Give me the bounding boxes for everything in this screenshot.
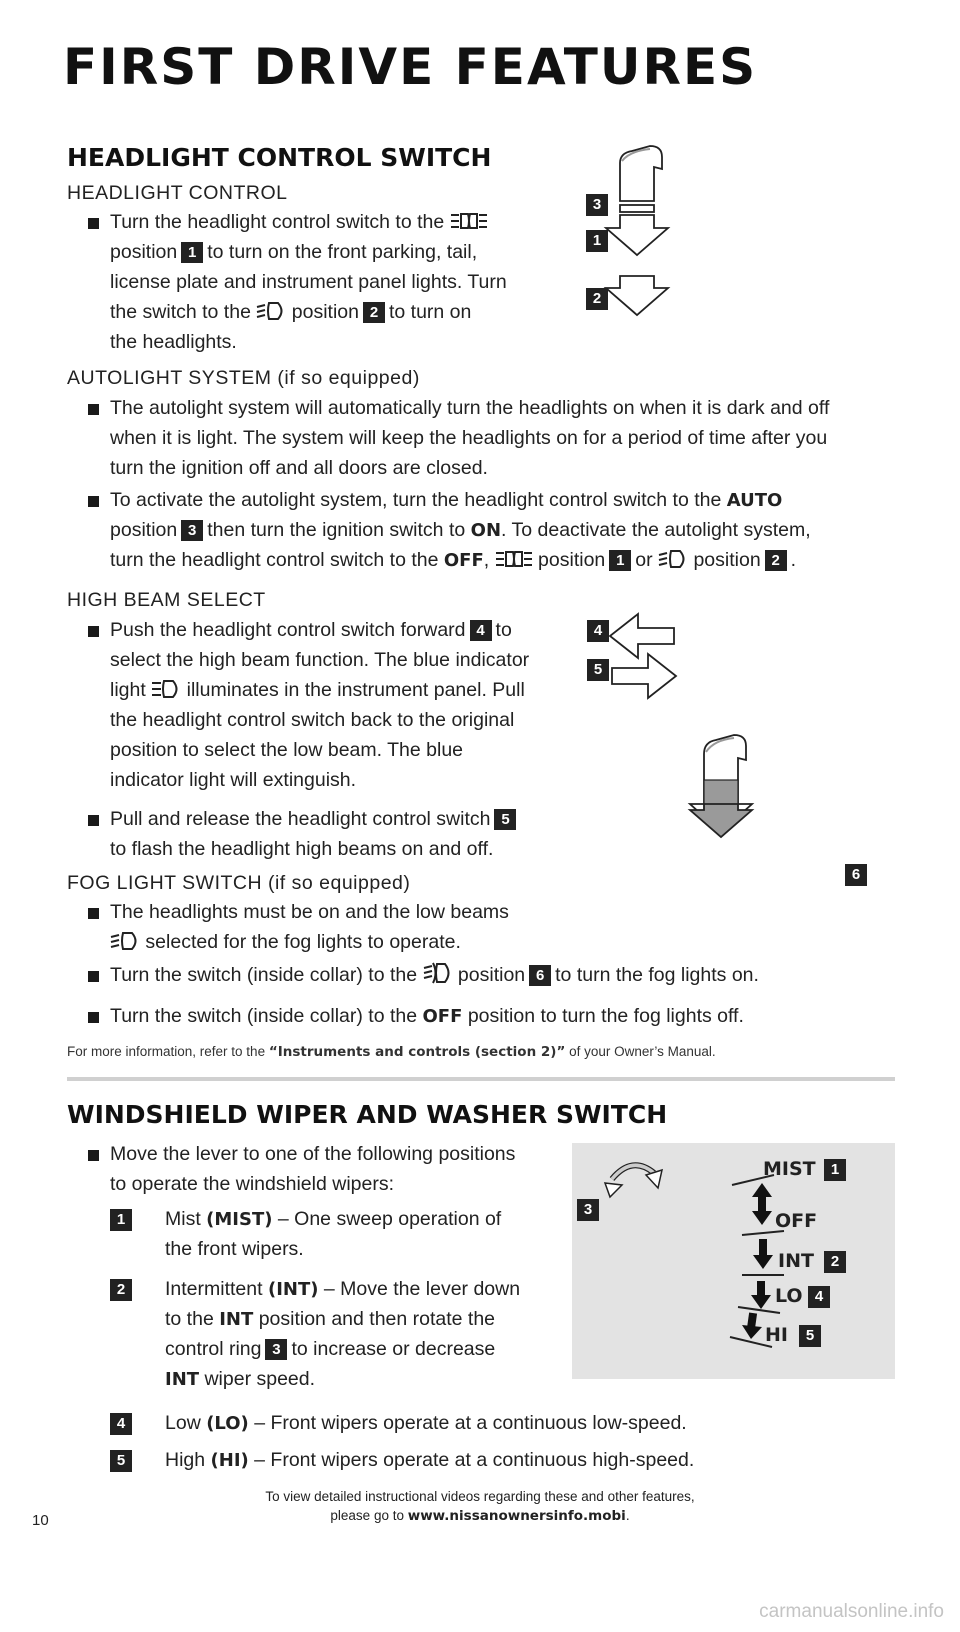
diagram-badge-1: 1 bbox=[586, 230, 608, 252]
page-number: 10 bbox=[32, 1512, 49, 1529]
wiper-diagram bbox=[572, 1143, 895, 1379]
wiper-hi-line: High (HI) – Front wipers operate at a continuous high-speed. bbox=[165, 1449, 695, 1471]
wiper-intro-line1: Move the lever to one of the following positions bbox=[110, 1143, 516, 1165]
diagram-badge-2: 2 bbox=[586, 288, 608, 310]
autolight-activate-line1: To activate the autolight system, turn the headlight control switch to the AUTO bbox=[110, 489, 783, 511]
section-divider bbox=[67, 1077, 895, 1081]
autolight-heading: AUTOLIGHT SYSTEM (if so equipped) bbox=[67, 367, 420, 389]
wiper-int-line3: control ring 3 to increase or decrease bbox=[165, 1338, 496, 1360]
wiper-badge-2: 2 bbox=[110, 1279, 132, 1301]
diagram-badge-5: 5 bbox=[587, 659, 609, 681]
wiper-diagram-badge-1: 1 bbox=[824, 1159, 846, 1181]
diagram-badge-6: 6 bbox=[845, 864, 867, 886]
parking-light-icon bbox=[450, 211, 488, 231]
fog-line2: selected for the fog lights to operate. bbox=[110, 927, 461, 957]
autolight-activate-line3: turn the headlight control switch to the OFF, position 1 or position 2 . bbox=[110, 549, 797, 571]
position-badge-1: 1 bbox=[181, 242, 203, 263]
headlight-control-heading: HEADLIGHT CONTROL bbox=[67, 182, 288, 204]
fog-off-line: Turn the switch (inside collar) to the OFF position to turn the fog lights off. bbox=[110, 1005, 744, 1027]
high-beam-line5: position to select the low beam. The blue bbox=[110, 739, 464, 761]
position-badge-5: 5 bbox=[494, 809, 516, 830]
high-beam-line2: select the high beam function. The blue indicator bbox=[110, 649, 530, 671]
headlight-control-line3: license plate and instrument panel lights. Turn bbox=[110, 271, 507, 293]
wiper-diagram-badge-5: 5 bbox=[799, 1325, 821, 1347]
high-beam-line1: Push the headlight control switch forward 4 to bbox=[110, 619, 512, 641]
wiper-diagram-badge-3: 3 bbox=[577, 1199, 599, 1221]
bullet bbox=[88, 496, 99, 507]
high-beam-icon bbox=[151, 679, 181, 699]
bullet bbox=[88, 971, 99, 982]
wiper-section-title: WINDSHIELD WIPER AND WASHER SWITCH bbox=[67, 1100, 668, 1129]
position-badge-3: 3 bbox=[181, 520, 203, 541]
lo-label: LO bbox=[775, 1285, 803, 1307]
high-beam-line6: indicator light will extinguish. bbox=[110, 769, 357, 791]
wiper-diagram-badge-2: 2 bbox=[824, 1251, 846, 1273]
hi-label: HI bbox=[765, 1324, 788, 1346]
bullet bbox=[88, 1012, 99, 1023]
bullet bbox=[88, 218, 99, 229]
bullet bbox=[88, 626, 99, 637]
headlight-control-line5: the headlights. bbox=[110, 331, 237, 353]
autolight-line3: turn the ignition off and all doors are closed. bbox=[110, 457, 488, 479]
fog-light-heading: FOG LIGHT SWITCH (if so equipped) bbox=[67, 872, 411, 894]
page-title: FIRST DRIVE FEATURES bbox=[63, 38, 758, 96]
reference-note: For more information, refer to the “Instruments and controls (section 2)” of your Owner’s Manual. bbox=[67, 1044, 716, 1060]
low-beam-icon bbox=[658, 549, 688, 569]
wiper-badge-4: 4 bbox=[110, 1413, 132, 1435]
wiper-badge-5: 5 bbox=[110, 1450, 132, 1472]
autolight-line2: when it is light. The system will keep the headlights on for a period of time after you bbox=[110, 427, 828, 449]
wiper-diagram-badge-4: 4 bbox=[808, 1286, 830, 1308]
fog-light-icon bbox=[423, 962, 453, 984]
diagram-badge-4: 4 bbox=[587, 620, 609, 642]
high-beam-line3: light illuminates in the instrument panel. Pull bbox=[110, 679, 525, 701]
bullet bbox=[88, 1150, 99, 1161]
mist-label: MIST bbox=[763, 1158, 816, 1180]
wiper-mist-line2: the front wipers. bbox=[165, 1238, 304, 1260]
wiper-lo-line: Low (LO) – Front wipers operate at a continuous low-speed. bbox=[165, 1412, 687, 1434]
wiper-int-line4: INT wiper speed. bbox=[165, 1368, 316, 1390]
wiper-mist-line1: Mist (MIST) – One sweep operation of bbox=[165, 1208, 502, 1230]
flash-line1: Pull and release the headlight control switch 5 bbox=[110, 804, 520, 834]
autolight-activate-line2: position 3 then turn the ignition switch to ON. To deactivate the autolight system, bbox=[110, 519, 811, 541]
fog-line1: The headlights must be on and the low beams bbox=[110, 901, 509, 923]
watermark: carmanualsonline.info bbox=[759, 1601, 944, 1622]
position-badge-6: 6 bbox=[529, 965, 551, 986]
diagram-badge-3: 3 bbox=[586, 194, 608, 216]
website-link[interactable]: www.nissanownersinfo.mobi bbox=[407, 1508, 626, 1524]
parking-light-icon bbox=[495, 549, 533, 569]
int-label: INT bbox=[778, 1250, 814, 1272]
flash-line2: to flash the headlight high beams on and off. bbox=[110, 838, 494, 860]
position-badge-2: 2 bbox=[765, 550, 787, 571]
position-badge-1: 1 bbox=[609, 550, 631, 571]
wiper-int-line1: Intermittent (INT) – Move the lever down bbox=[165, 1278, 521, 1300]
high-beam-diagram bbox=[600, 606, 690, 716]
bullet bbox=[88, 908, 99, 919]
off-label: OFF bbox=[775, 1210, 818, 1232]
low-beam-icon bbox=[110, 931, 140, 951]
wiper-intro-line2: to operate the windshield wipers: bbox=[110, 1173, 394, 1195]
position-badge-2: 2 bbox=[363, 302, 385, 323]
bullet bbox=[88, 815, 99, 826]
bullet bbox=[88, 404, 99, 415]
headlight-control-line4: the switch to the position 2 to turn on bbox=[110, 301, 472, 323]
headlight-control-line2: position 1 to turn on the front parking, tail, bbox=[110, 241, 478, 263]
position-badge-4: 4 bbox=[470, 620, 492, 641]
control-ring-badge-3: 3 bbox=[265, 1339, 287, 1360]
fog-light-diagram bbox=[680, 732, 760, 862]
high-beam-line4: the headlight control switch back to the original bbox=[110, 709, 515, 731]
headlight-control-line1: Turn the headlight control switch to the bbox=[110, 207, 488, 237]
headlight-section-title: HEADLIGHT CONTROL SWITCH bbox=[67, 143, 492, 172]
autolight-line1: The autolight system will automatically turn the headlights on when it is dark and off bbox=[110, 397, 830, 419]
wiper-int-line2: to the INT position and then rotate the bbox=[165, 1308, 496, 1330]
fog-on-line: Turn the switch (inside collar) to the position 6 to turn the fog lights on. bbox=[110, 964, 759, 986]
footer-text: To view detailed instructional videos regarding these and other features, please go to www.nissanownersinfo.mobi. bbox=[265, 1489, 695, 1524]
wiper-badge-1: 1 bbox=[110, 1209, 132, 1231]
high-beam-heading: HIGH BEAM SELECT bbox=[67, 589, 266, 611]
low-beam-icon bbox=[256, 301, 286, 321]
